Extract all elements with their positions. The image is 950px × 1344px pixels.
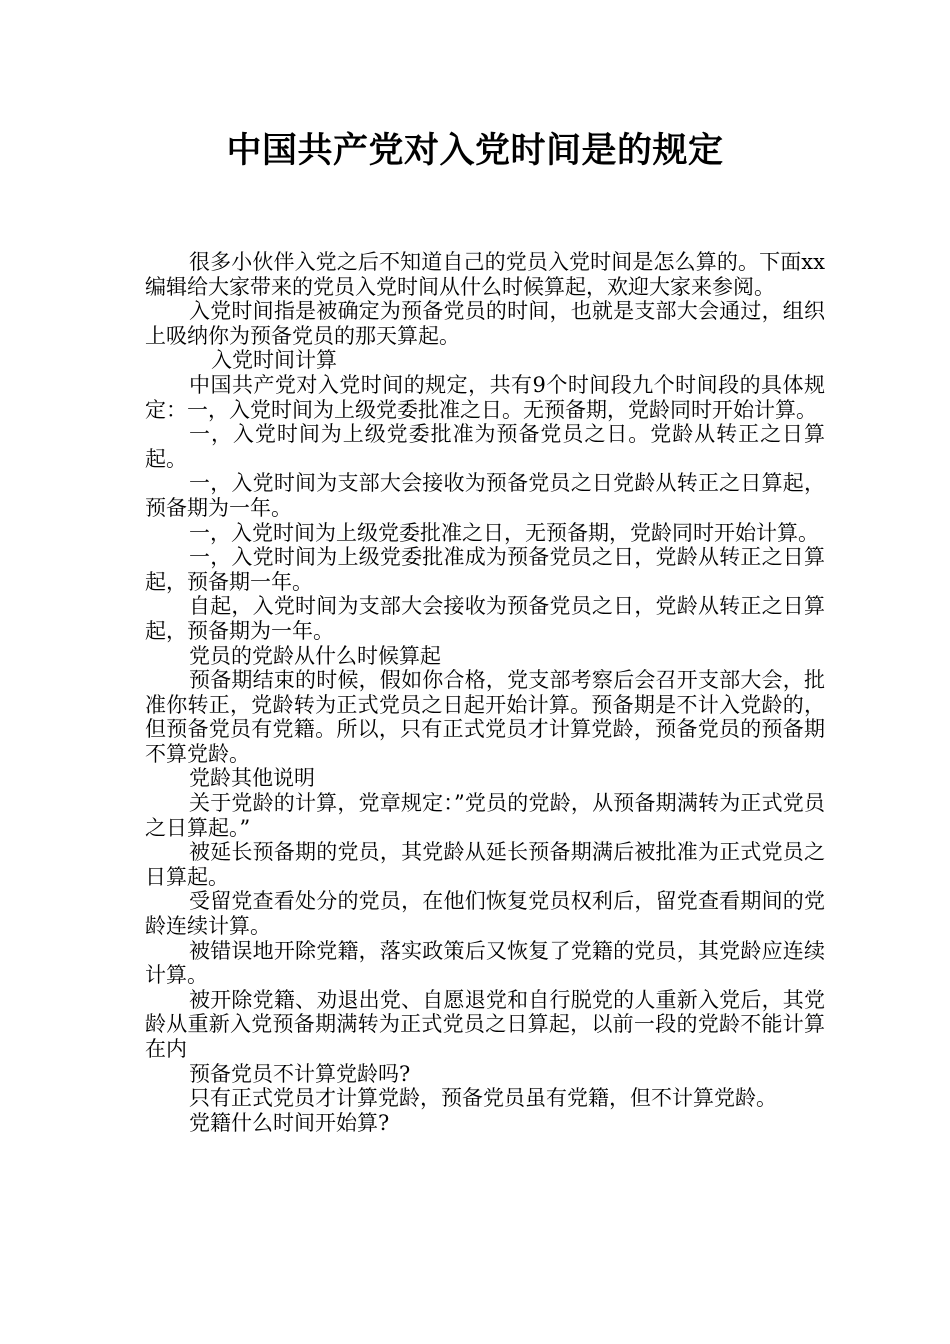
paragraph: 被延长预备期的党员，其党龄从延长预备期满后被批准为正式党员之日算起。: [145, 840, 825, 889]
document-title: 中国共产党对入党时间是的规定: [226, 131, 724, 171]
paragraph: 被开除党籍、劝退出党、自愿退党和自行脱党的人重新入党后，其党龄从重新入党预备期满转为正式党员之日算起，以前一段的党龄不能计算在内: [145, 987, 825, 1061]
paragraph: 只有正式党员才计算党龄，预备党员虽有党籍，但不计算党龄。: [189, 1086, 777, 1111]
paragraph: 受留党查看处分的党员，在他们恢复党员权利后，留党查看期间的党龄连续计算。: [145, 889, 825, 939]
paragraph: 入党时间指是被确定为预备党员的时间，也就是支部大会通过，组织上吸纳你为预备党员的那天算起。: [145, 299, 825, 348]
paragraph: 一，入党时间为上级党委批准之日，无预备期，党龄同时开始计算。: [189, 520, 819, 545]
section-heading: 党龄其他说明: [189, 766, 315, 791]
paragraph: 预备期结束的时候，假如你合格，党支部考察后会召开支部大会，批准你转正，党龄转为正式党员之日起开始计算。预备期是不计入党龄的，但预备党员有党籍。所以，只有正式党员才计算党龄，预备党员的预备期不算党龄。: [145, 668, 825, 766]
paragraph: 被错误地开除党籍，落实政策后又恢复了党籍的党员，其党龄应连续计算。: [145, 938, 825, 988]
paragraph: 一，入党时间为上级党委批准成为预备党员之日，党龄从转正之日算起，预备期一年。: [145, 545, 825, 594]
paragraph: 关于党龄的计算，党章规定：”党员的党龄，从预备期满转为正式党员之日算起。”: [145, 791, 825, 840]
section-heading: 党籍什么时间开始算?: [189, 1110, 390, 1135]
section-heading: 党员的党龄从什么时候算起: [189, 643, 441, 668]
section-heading: 预备党员不计算党龄吗?: [189, 1061, 411, 1086]
paragraph: 中国共产党对入党时间的规定，共有9个时间段九个时间段的具体规定：一，入党时间为上级党委批准之日。无预备期，党龄同时开始计算。: [145, 372, 825, 422]
section-heading: 入党时间计算: [211, 348, 337, 373]
paragraph: 一，入党时间为上级党委批准为预备党员之日。党龄从转正之日算起。: [145, 422, 825, 471]
paragraph: 一，入党时间为支部大会接收为预备党员之日党龄从转正之日算起，预备期为一年。: [145, 471, 825, 520]
paragraph: 自起，入党时间为支部大会接收为预备党员之日，党龄从转正之日算起，预备期为一年。: [145, 594, 825, 643]
paragraph: 很多小伙伴入党之后不知道自己的党员入党时间是怎么算的。下面xx编辑给大家带来的党员入党时间从什么时候算起，欢迎大家来参阅。: [145, 250, 825, 299]
document-body: [145, 250, 825, 1135]
